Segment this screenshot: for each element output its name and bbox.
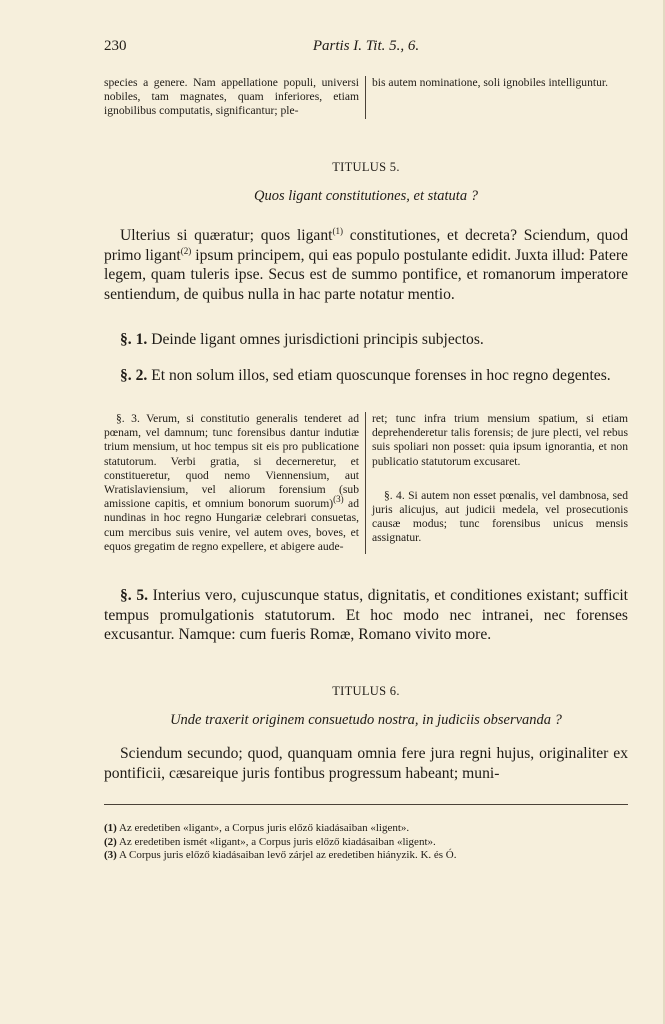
footnote-1 <box>104 822 628 836</box>
footnote-1-mark: (1) <box>104 822 117 834</box>
titulus-5-heading: TITULUS 5. <box>332 160 400 174</box>
section-5 <box>104 586 628 645</box>
mid-two-column-block <box>104 412 628 554</box>
section-2-mark: §. 2. <box>120 367 148 384</box>
footnote-2-text: Az eredetiben ismét «ligant», a Corpus juris előző kiadásaiban «ligent». <box>116 835 436 848</box>
footnotes <box>104 822 628 863</box>
titulus-6-heading: TITULUS 6. <box>332 684 400 698</box>
section-3-continuation: ret; tunc infra trium mensium spatium, si etiam deprehenderetur talis forensis; de jure plecti, vel rebus suis spoliari non posset: quia ipsum ignorantia, et non publicatio statutorum excusaret. <box>372 412 628 468</box>
top-two-column-block <box>104 76 628 119</box>
footnote-ref-1: (1) <box>332 225 343 236</box>
column-gap <box>372 469 628 489</box>
footnote-2 <box>104 836 628 850</box>
footnote-3-mark: (3) <box>104 849 117 862</box>
intro-text-a: Ulterius si quæratur; quos ligant <box>120 227 333 244</box>
mid-right-column <box>366 412 628 554</box>
titulus-6-paragraph: Sciendum secundo; quod, quanquam omnia fere jura regni hujus, originaliter ex pontificii, cæsareique juris fontibus progressum habeant; muni- <box>104 745 628 782</box>
section-5-text: Interius vero, cujuscunque status, dignitatis, et conditiones existant; sufficit tempus promulgationis statutorum. Et hoc modo nec intranei, nec forenses excusantur. Namque: cum fueris Romæ, Romano vivito more. <box>104 587 628 643</box>
top-left-text: species a genere. Nam appellatione populi, universi nobiles, tam magnates, quam inferiores, etiam ignobilibus computatis, significantur; ple- <box>104 76 359 118</box>
section-3-paragraph <box>104 412 359 554</box>
section-2-text: Et non solum illos, sed etiam quoscunque forenses in hoc regno degentes. <box>147 367 611 384</box>
section-3-text-b: ad nundinas in hoc regno Hungariæ celebrari consuetas, cum mercibus suis venire, vel autem oves, boves, et equos gregatim de regno expellere, et abigere aude- <box>104 497 360 553</box>
section-2 <box>104 366 628 386</box>
intro-text-c: ipsum principem, qui eas populo postulante edidit. Juxta illud: Patere legem, quam tuleris ipse. Secus est de summo pontifice, et romanorum imperatore sentiendum, de quibus nulla in hac parte notatur mentio. <box>104 246 628 303</box>
section-1 <box>104 330 628 350</box>
page-header <box>104 38 628 58</box>
section-4-paragraph: §. 4. Si autem non esset pœnalis, vel dambnosa, sed juris alicujus, aut judicii medela, vel prosecutionis causæ modus; tunc forensibus unicus mensis assignatur. <box>372 488 628 545</box>
footnote-3-text: A Corpus juris előző kiadásaiban levő zárjel az eredetiben hiányzik. K. és Ó. <box>116 849 457 862</box>
top-right-text: bis autem nominatione, soli ignobiles intelliguntur. <box>372 76 609 89</box>
intro-paragraph <box>104 226 628 304</box>
footnote-ref-2: (2) <box>180 245 192 256</box>
section-5-paragraph <box>104 586 628 645</box>
section-5-mark: §. 5. <box>120 587 149 604</box>
titulus-6-intro <box>104 744 628 783</box>
top-right-column <box>366 76 628 119</box>
section-1-text: Deinde ligant omnes jurisdictioni principis subjectos. <box>147 331 484 348</box>
page-number: 230 <box>104 38 127 54</box>
footnote-1-text: Az eredetiben «ligant», a Corpus juris előző kiadásaiban «ligent». <box>116 822 410 834</box>
footnote-2-mark: (2) <box>104 835 117 848</box>
titulus-5-subtitle: Quos ligant constitutiones, et statuta ? <box>254 188 478 204</box>
mid-left-column <box>104 412 366 554</box>
section-1-mark: §. 1. <box>120 331 148 348</box>
footnote-ref-3: (3) <box>333 494 344 505</box>
footnote-divider <box>104 804 628 805</box>
section-2-paragraph <box>104 366 628 386</box>
titulus-6-subtitle: Unde traxerit originem consuetudo nostra, in judiciis observanda ? <box>170 712 562 728</box>
intro-text-b: constitutiones, et decreta? Sciendum, quod primo ligant <box>104 227 628 264</box>
section-3-text-a: §. 3. Verum, si constitutio generalis tenderet ad pœnam, vel damnum; tunc forensibus dantur indutiæ trium mensium, ut hoc tempus sit eis pro publicatione statutorum. Verbi gratia, si decerneretur, et constitueretur, quod nemo Viennensium, aut Wratislaviensium, vel aliorum forensium (sub amissione capitis, et omnium bonorum suorum) <box>104 412 359 511</box>
top-left-column <box>104 76 366 119</box>
titulus-5-intro <box>104 226 628 304</box>
section-1-paragraph <box>104 330 628 350</box>
running-title: Partis I. Tit. 5., 6. <box>312 38 420 54</box>
footnote-3 <box>104 849 628 863</box>
